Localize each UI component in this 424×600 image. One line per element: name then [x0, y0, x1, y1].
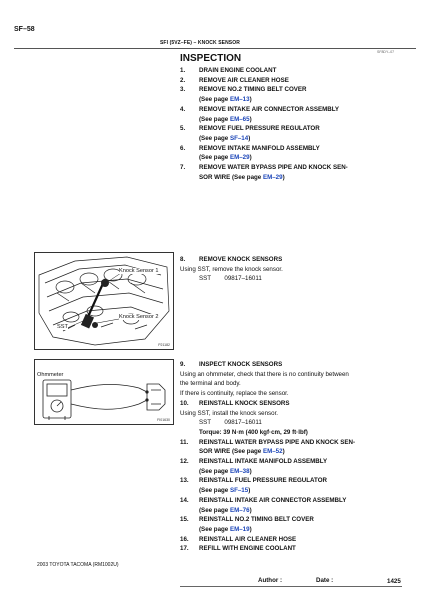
- see-page-text: (See page: [199, 154, 230, 162]
- page-ref-link[interactable]: EM–76: [229, 506, 250, 514]
- paren-close: ): [282, 448, 285, 456]
- step-12: [180, 457, 402, 476]
- page-ref-link[interactable]: EM–52: [262, 448, 283, 456]
- footer-rule: [180, 586, 402, 587]
- step-5: [180, 124, 402, 143]
- page-ref-link[interactable]: EM–29: [229, 154, 250, 162]
- step-title: REINSTALL FUEL PRESSURE REGULATOR: [199, 477, 327, 485]
- see-page-text: (See page: [199, 115, 230, 123]
- step-14: [180, 496, 402, 515]
- step-17: [180, 544, 402, 554]
- step-title: REINSTALL WATER BYPASS PIPE AND KNOCK SEN-: [199, 438, 356, 446]
- page-ref-link[interactable]: EM–38: [229, 467, 250, 475]
- step-number: 12.: [180, 458, 189, 466]
- label-ohmmeter: Ohmmeter: [37, 372, 64, 378]
- paren-close: ): [249, 467, 252, 475]
- sst-value: 09817–16011: [224, 419, 262, 427]
- step-number: 11.: [180, 438, 189, 446]
- ohmmeter-figure: [34, 359, 174, 425]
- step-title: REINSTALL AIR CLEANER HOSE: [199, 535, 297, 543]
- step-title: REMOVE NO.2 TIMING BELT COVER: [199, 86, 307, 94]
- step-title: REMOVE INTAKE MANIFOLD ASSEMBLY: [199, 144, 320, 152]
- step-title: REINSTALL INTAKE AIR CONNECTOR ASSEMBLY: [199, 496, 347, 504]
- step-number: 6.: [180, 144, 186, 152]
- step-instruction: the terminal and body.: [180, 380, 241, 388]
- page-number: 1425: [387, 578, 401, 585]
- step-number: 16.: [180, 535, 189, 543]
- step-9: [180, 360, 402, 370]
- paren-close: ): [249, 115, 252, 123]
- step-title: INSPECT KNOCK SENSORS: [199, 361, 283, 368]
- sst-label: SST: [199, 419, 211, 427]
- step-8: [180, 255, 402, 284]
- section-title: INSPECTION: [180, 53, 242, 64]
- see-page-text: (See page: [199, 525, 230, 533]
- step-number: 2.: [180, 76, 186, 84]
- paren-close: ): [248, 134, 251, 142]
- footer-date-label: Date :: [316, 577, 334, 584]
- step-title: REMOVE AIR CLEANER HOSE: [199, 76, 289, 84]
- see-page-text: (See page: [199, 467, 230, 475]
- step-number: 4.: [180, 105, 186, 113]
- step-number: 7.: [180, 164, 186, 172]
- step-title: REMOVE KNOCK SENSORS: [199, 256, 283, 263]
- paren-close: ): [249, 525, 252, 533]
- step-title-cont: SOR WIRE (See page: [199, 448, 263, 456]
- knock-sensor-removal-figure: [34, 252, 174, 350]
- step-title: REINSTALL INTAKE MANIFOLD ASSEMBLY: [199, 458, 328, 466]
- page-ref-link[interactable]: EM–65: [229, 115, 250, 123]
- section-header: SFI (5VZ–FE) – KNOCK SENSOR: [160, 40, 240, 46]
- steps-removal: [180, 66, 402, 182]
- header-rule: [14, 48, 416, 49]
- see-page-text: (See page: [199, 134, 230, 142]
- step-11: [180, 438, 402, 457]
- step-number: 8.: [180, 256, 186, 263]
- ohmmeter-illustration: [35, 360, 173, 424]
- sst-value: 09817–16011: [224, 275, 262, 283]
- sst-label: SST: [199, 275, 211, 283]
- page-ref-link[interactable]: SF–14: [229, 134, 249, 142]
- step-title-cont: SOR WIRE (See page: [199, 173, 263, 181]
- step-instruction: Using SST, remove the knock sensor.: [180, 265, 283, 273]
- label-sst: SST: [57, 324, 68, 330]
- step-instruction: Using SST, install the knock sensor.: [180, 409, 279, 417]
- page-ref-link[interactable]: EM–19: [229, 525, 250, 533]
- step-2: [180, 76, 402, 86]
- step-number: 10.: [180, 399, 189, 407]
- paren-close: ): [249, 154, 252, 162]
- page-ref-link[interactable]: EM–29: [262, 173, 283, 181]
- step-7: [180, 163, 402, 182]
- step-number: 1.: [180, 67, 186, 74]
- step-instruction: If there is continuity, replace the sensor.: [180, 390, 289, 398]
- step-16: [180, 535, 402, 545]
- step-number: 13.: [180, 477, 189, 485]
- paren-close: ): [249, 506, 252, 514]
- step-number: 17.: [180, 545, 189, 553]
- footer-vehicle: 2003 TOYOTA TACOMA (RM1002U): [37, 562, 119, 568]
- step-number: 14.: [180, 496, 189, 504]
- label-knock-sensor-1: Knock Sensor 1: [119, 268, 159, 274]
- figure-code: P21182: [158, 343, 170, 347]
- steps-inspection-reinstall: [180, 360, 402, 554]
- page-ref-link[interactable]: SF–15: [229, 487, 249, 495]
- step-title: DRAIN ENGINE COOLANT: [199, 67, 277, 74]
- step-number: 9.: [180, 361, 186, 368]
- label-knock-sensor-2: Knock Sensor 2: [119, 314, 159, 320]
- footer-author-label: Author :: [258, 577, 283, 584]
- paren-close: ): [248, 487, 251, 495]
- page-id: SF–58: [14, 26, 35, 33]
- step-13: [180, 476, 402, 495]
- see-page-text: (See page: [199, 487, 230, 495]
- step-title: REINSTALL NO.2 TIMING BELT COVER: [199, 516, 314, 524]
- see-page-text: (See page: [199, 96, 230, 104]
- step-title: REFILL WITH ENGINE COOLANT: [199, 545, 296, 553]
- step-title: REINSTALL KNOCK SENSORS: [199, 399, 290, 407]
- step-number: 3.: [180, 86, 186, 94]
- step-title: REMOVE WATER BYPASS PIPE AND KNOCK SEN-: [199, 164, 348, 172]
- figure-code: FI01630: [157, 418, 170, 422]
- step-1: [180, 66, 402, 76]
- reference-code: SF8DY–07: [377, 50, 395, 54]
- page-ref-link[interactable]: EM–13: [229, 96, 250, 104]
- step-title: REMOVE INTAKE AIR CONNECTOR ASSEMBLY: [199, 105, 340, 113]
- torque-spec: Torque: 39 N·m (400 kgf·cm, 29 ft·lbf): [199, 428, 308, 436]
- step-4: [180, 105, 402, 124]
- step-title: REMOVE FUEL PRESSURE REGULATOR: [199, 125, 320, 133]
- step-number: 15.: [180, 516, 189, 524]
- step-6: [180, 144, 402, 163]
- step-10: [180, 399, 402, 409]
- step-15: [180, 515, 402, 534]
- step-3: [180, 85, 402, 104]
- paren-close: ): [282, 173, 285, 181]
- see-page-text: (See page: [199, 506, 230, 514]
- step-instruction: Using an ohmmeter, check that there is no continuity between: [180, 370, 349, 378]
- step-number: 5.: [180, 125, 186, 133]
- paren-close: ): [249, 96, 252, 104]
